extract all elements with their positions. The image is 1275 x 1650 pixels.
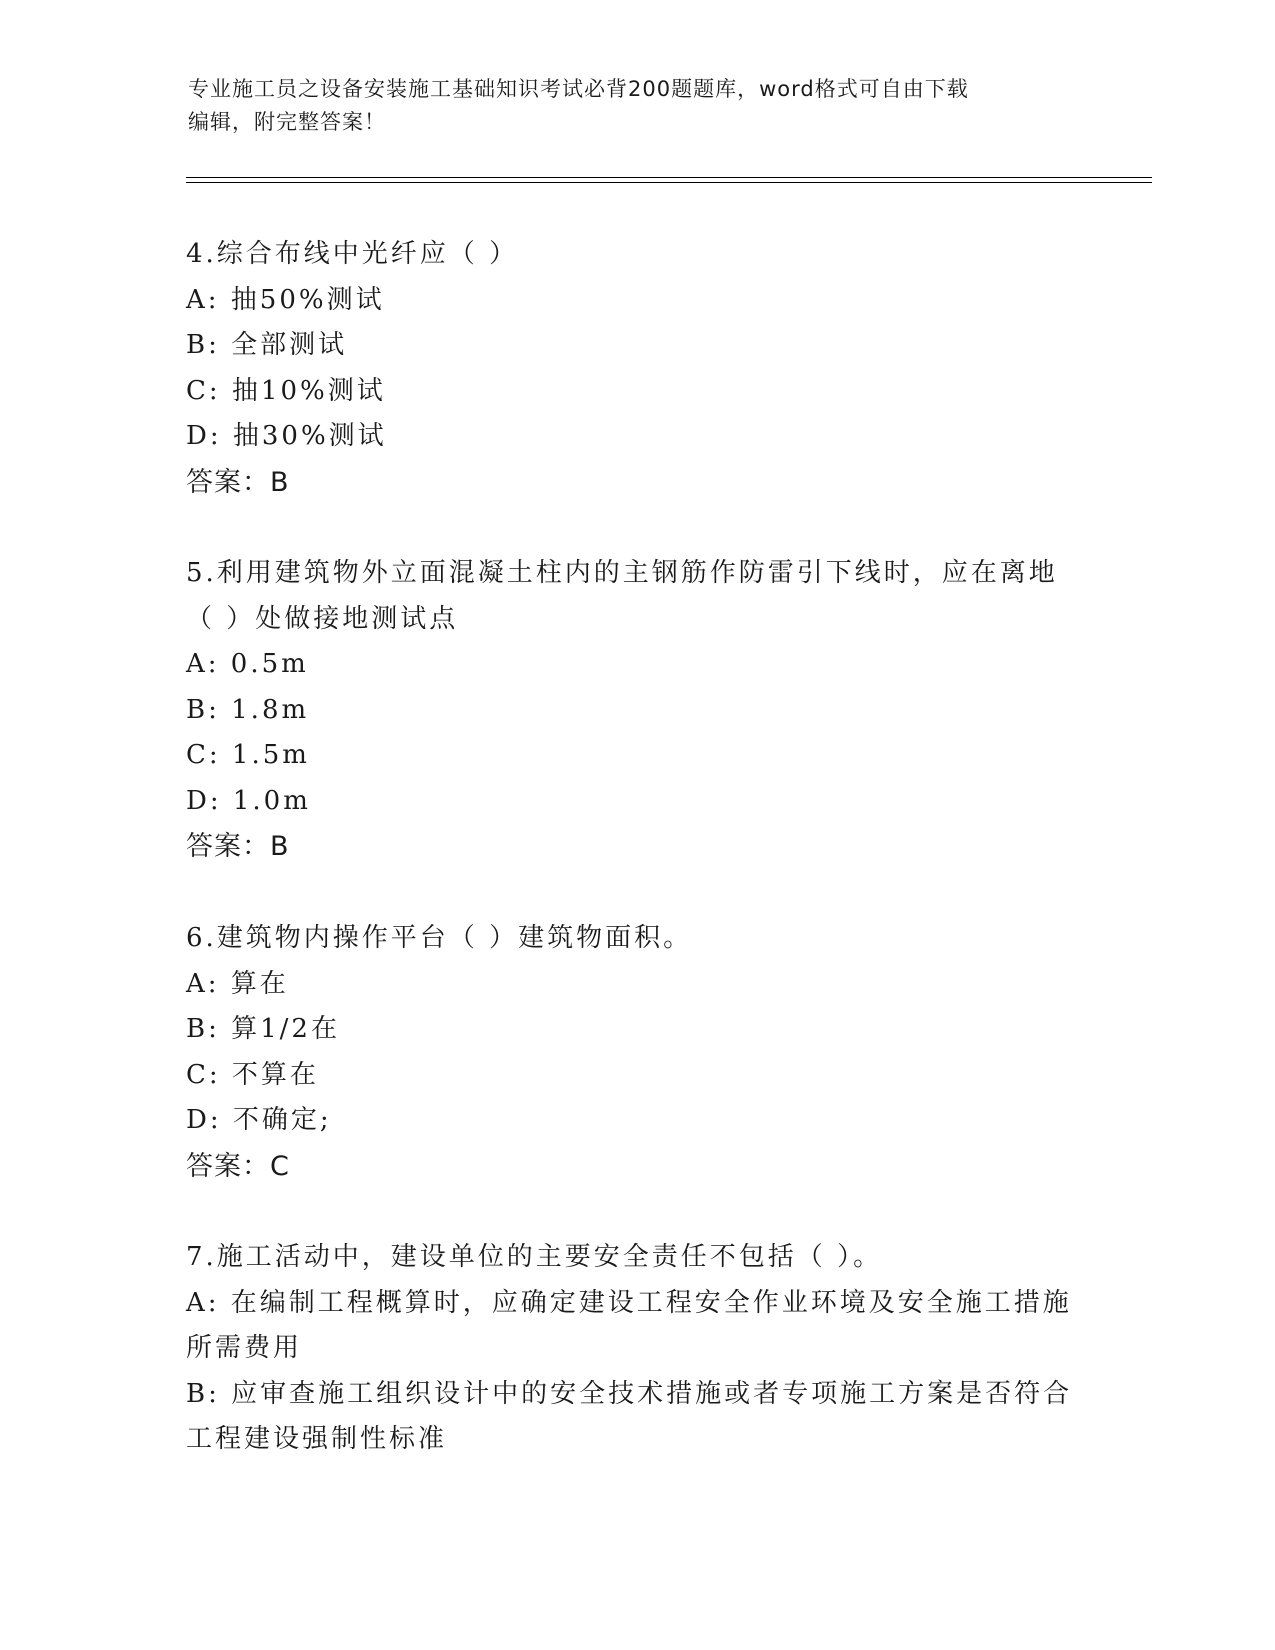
question-stem: 4.综合布线中光纤应（ ） <box>186 239 519 269</box>
option-d: D: 抽30%测试 <box>186 421 387 451</box>
question-7 <box>186 1235 1086 1463</box>
header-title-line-2: 编辑，附完整答案！ <box>188 110 386 134</box>
question-stem: 5.利用建筑物外立面混凝土柱内的主钢筋作防雷引下线时，应在离地 <box>186 558 1058 588</box>
option-a: A: 0.5m <box>186 649 309 679</box>
question-stem: 6.建筑物内操作平台（ ）建筑物面积。 <box>186 923 693 953</box>
answer-label: 答案：B <box>186 831 290 862</box>
header-divider-bottom <box>186 182 1152 183</box>
option-c: C: 抽10%测试 <box>186 375 386 406</box>
question-6 <box>186 916 1086 1189</box>
option-d: D: 不确定; <box>186 1105 332 1135</box>
option-a: A: 抽50%测试 <box>186 284 385 315</box>
option-b: B: 应审查施工组织设计中的安全技术措施或者专项施工方案是否符合 <box>186 1378 1073 1409</box>
header-title-line-1: 专业施工员之设备安装施工基础知识考试必背200题题库，word格式可自由下载 <box>188 77 969 101</box>
header-divider-top <box>186 177 1152 178</box>
option-b: B: 算1/2在 <box>186 1014 340 1044</box>
option-b: B: 全部测试 <box>186 330 348 360</box>
answer-label: 答案：B <box>186 466 290 498</box>
option-a-continued: 所需费用 <box>186 1333 303 1363</box>
answer-label: 答案：C <box>186 1150 290 1182</box>
question-stem: 7.施工活动中，建设单位的主要安全责任不包括（ ）。 <box>186 1242 883 1272</box>
question-stem-continued: （ ）处做接地测试点 <box>186 603 459 634</box>
question-5 <box>186 551 1086 870</box>
option-a: A: 在编制工程概算时，应确定建设工程安全作业环境及安全施工措施 <box>186 1287 1072 1318</box>
option-c: C: 不算在 <box>186 1059 319 1090</box>
option-d: D: 1.0m <box>186 785 311 816</box>
document-header <box>188 73 1088 139</box>
option-b: B: 1.8m <box>186 694 310 725</box>
option-b-continued: 工程建设强制性标准 <box>186 1424 448 1454</box>
option-c: C: 1.5m <box>186 740 310 770</box>
question-4 <box>186 232 1086 505</box>
option-a: A: 算在 <box>186 968 289 999</box>
